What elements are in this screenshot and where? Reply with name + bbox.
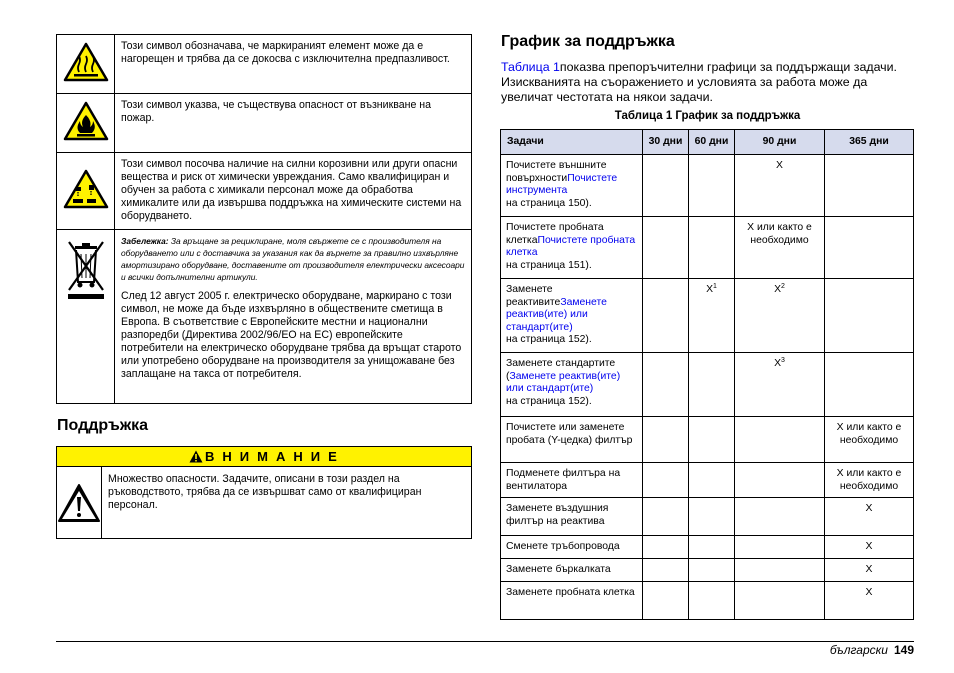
interval-cell <box>643 417 689 463</box>
column-header: 30 дни <box>643 130 689 155</box>
symbol-description: Този символ указва, че съществува опасност от възникване на пожар. <box>115 94 472 153</box>
column-header: 365 дни <box>825 130 914 155</box>
interval-cell <box>689 417 735 463</box>
symbol-description: Този символ посочва наличие на силни корозивни или други опасни вещества и риск от химически увреждания. Само квалифициран и обучен за работа с химикали персонал може да обработва химикалите или да извършва поддръжка на химическите системи на оборудването. <box>115 153 472 230</box>
task-cell: Заменете реактивитеЗаменете реактив(ите) или стандарт(ите) на страница 152). <box>501 279 643 353</box>
page-footer <box>830 643 914 657</box>
interval-cell <box>643 217 689 279</box>
recycling-note: Забележка: За връщане за рециклиране, моля свържете се с производителя на оборудването или с доставчика за указания как да върнете за правилно изхвърляне амортизирано оборудване, доставените от производителя електрически аксесоари и всички допълнителни артикули. <box>121 236 465 282</box>
interval-cell <box>643 155 689 217</box>
task-cell: Заменете въздушния филтър на реактива <box>501 498 643 536</box>
footnote-marker: 3 <box>781 357 785 364</box>
task-reference-link[interactable]: Почистете пробната клетка <box>506 234 636 259</box>
task-cell: Почистете пробната клеткаПочистете пробната клетка на страница 151). <box>501 217 643 279</box>
table-row <box>501 353 914 417</box>
interval-cell <box>643 463 689 498</box>
interval-cell <box>643 498 689 536</box>
interval-cell <box>735 582 825 620</box>
maintenance-heading: Поддръжка <box>57 417 149 434</box>
interval-cell <box>689 155 735 217</box>
maintenance-schedule-table <box>500 129 914 620</box>
fire-hazard-icon <box>63 101 109 141</box>
footer-divider <box>56 641 914 642</box>
interval-cell <box>825 217 914 279</box>
footnote-marker: 2 <box>781 283 785 290</box>
task-cell: Заменете стандартите (Заменете реактив(ите) или стандарт(ите) на страница 152). <box>501 353 643 417</box>
table-row <box>501 463 914 498</box>
interval-cell: $X^2$ <box>735 279 825 353</box>
interval-cell: X <box>825 498 914 536</box>
interval-cell <box>825 279 914 353</box>
column-header: 60 дни <box>689 130 735 155</box>
symbol-row <box>57 35 472 94</box>
interval-cell: $X^3$ <box>735 353 825 417</box>
table-row <box>501 279 914 353</box>
schedule-intro: Таблица 1показва препоръчителни графици за поддържащи задачи. Изискванията на съоражението и условията за работа може да увеличат честотата на някои задачи. <box>501 60 898 104</box>
interval-cell <box>735 536 825 559</box>
column-header: 90 дни <box>735 130 825 155</box>
interval-cell <box>735 463 825 498</box>
exclamation-hazard-icon <box>57 483 101 523</box>
interval-cell <box>643 279 689 353</box>
task-cell: Заменете бъркалката <box>501 559 643 582</box>
interval-cell <box>735 498 825 536</box>
interval-cell: X или както е необходимо <box>735 217 825 279</box>
task-reference-link[interactable]: Почистете инструмента <box>506 172 618 197</box>
interval-cell <box>643 536 689 559</box>
symbol-row <box>57 153 472 230</box>
hot-surface-icon <box>63 42 109 82</box>
interval-cell <box>825 155 914 217</box>
task-cell: Почистете или заменете пробата (Y-цедка) филтър <box>501 417 643 463</box>
caution-text: Множество опасности. Задачите, описани в този раздел на ръководството, трябва да се извършват само от квалифициран персонал. <box>108 473 422 511</box>
interval-cell <box>735 559 825 582</box>
interval-cell <box>643 353 689 417</box>
interval-cell: X <box>735 155 825 217</box>
footnote-marker: 1 <box>713 283 717 290</box>
symbol-description: Този символ обозначава, че маркираният елемент може да е нагорещен и трябва да се докосва с изключителна предпазливост. <box>115 35 472 94</box>
warning-icon <box>189 450 203 463</box>
weee-description: След 12 август 2005 г. електрическо оборудване, маркирано с този символ, не може да бъде изхвърляно в обществените сметища в Европа. В съответствие с Европейските местни и национални разпоредби (Директива 2002/96/ЕО на ЕС) европейските потребители на електрическо оборудване трябва да връщат старото или употребено оборудване на производителя за унищожаване без заплащане на такса от потребителя. <box>121 290 462 380</box>
table-row <box>501 417 914 463</box>
table-caption: Таблица 1 График за поддръжка <box>614 110 801 122</box>
interval-cell <box>825 353 914 417</box>
weee-row <box>57 230 472 404</box>
interval-cell: X <box>825 536 914 559</box>
weee-crossed-bin-icon <box>63 238 109 300</box>
table-row <box>501 155 914 217</box>
interval-cell: X или както е необходимо <box>825 463 914 498</box>
interval-cell <box>735 417 825 463</box>
interval-cell <box>643 582 689 620</box>
task-cell: Подменете филтъра на вентилатора <box>501 463 643 498</box>
interval-cell: $X^1$ <box>689 279 735 353</box>
caution-box <box>56 446 472 539</box>
interval-cell <box>689 559 735 582</box>
task-reference-link[interactable]: Заменете реактив(ите) или стандарт(ите) <box>506 370 621 395</box>
symbol-row <box>57 94 472 153</box>
table-row <box>501 536 914 559</box>
table-row <box>501 559 914 582</box>
corrosive-icon <box>63 169 109 209</box>
table-row <box>501 582 914 620</box>
task-cell: Заменете пробната клетка <box>501 582 643 620</box>
caution-label: В Н И М А Н И Е <box>204 449 340 464</box>
symbols-table <box>56 34 472 404</box>
interval-cell: X <box>825 582 914 620</box>
interval-cell <box>689 536 735 559</box>
table-header-row <box>501 130 914 155</box>
task-reference-link[interactable]: Заменете реактив(ите) или стандарт(ите) <box>506 296 607 333</box>
table-row <box>501 498 914 536</box>
interval-cell: X <box>825 559 914 582</box>
column-header: Задачи <box>501 130 643 155</box>
interval-cell <box>689 463 735 498</box>
schedule-heading: График за поддръжка <box>501 33 675 50</box>
interval-cell <box>643 559 689 582</box>
interval-cell <box>689 217 735 279</box>
page-number: 149 <box>893 643 914 657</box>
task-cell: Почистете външните повърхностиПочистете инструмента на страница 150). <box>501 155 643 217</box>
table-row <box>501 217 914 279</box>
interval-cell <box>689 353 735 417</box>
footer-language: български <box>829 643 888 657</box>
task-cell: Сменете тръбопровода <box>501 536 643 559</box>
interval-cell: X или както е необходимо <box>825 417 914 463</box>
interval-cell <box>689 582 735 620</box>
interval-cell <box>689 498 735 536</box>
table-1-link[interactable]: Таблица 1 <box>501 60 560 74</box>
